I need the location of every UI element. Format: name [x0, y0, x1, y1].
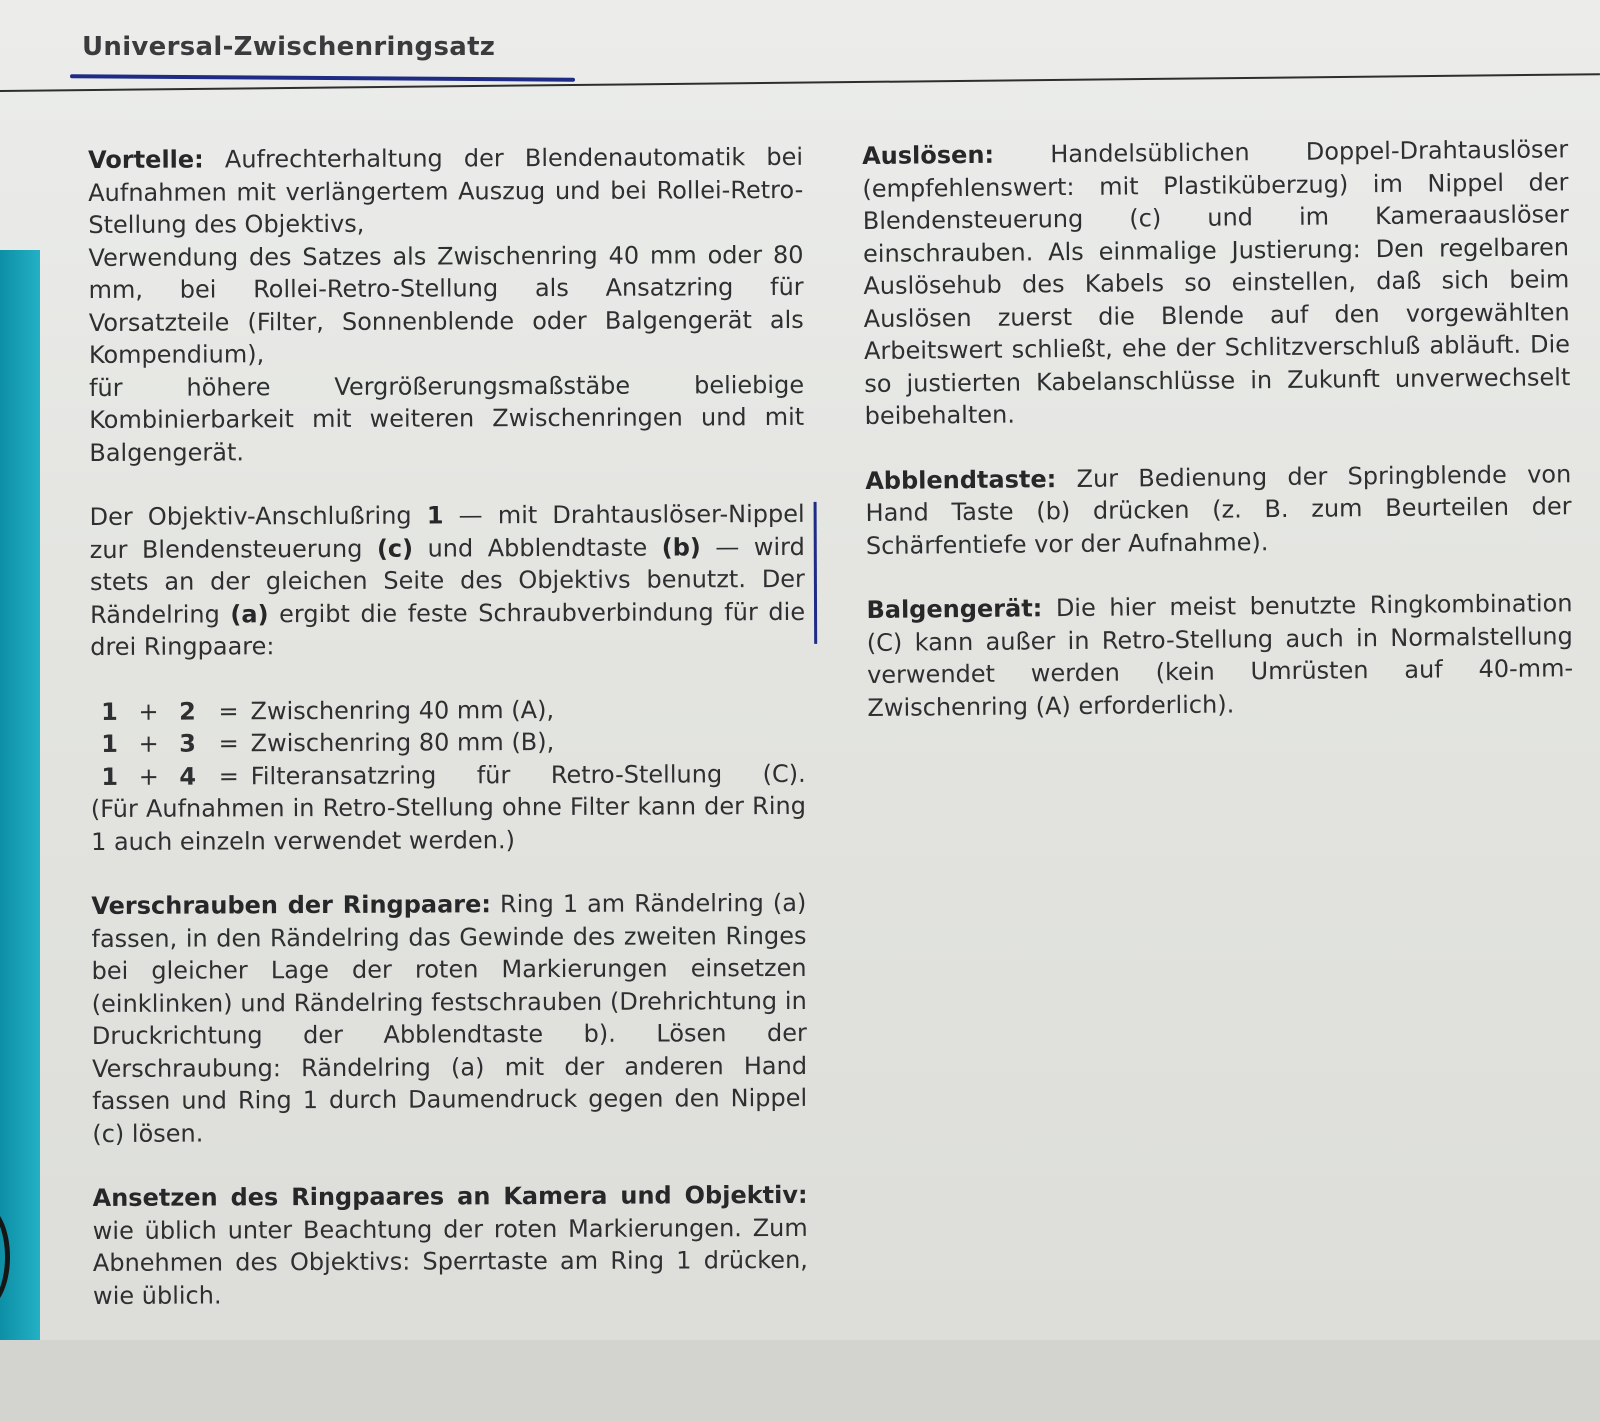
balgengeraet-text: Die hier meist benutzte Ringkombination (C) kann außer in Retro-Stellung auch in Normalstellung verwendet werden (kein Umrüsten auf 40-mm-Zwischenring (A) erforderlich).	[866, 589, 1574, 722]
anschluss-text-4: — wird stets an der gleichen Seite des Objektivs benutzt. Der Rändelring	[89, 532, 805, 629]
formula-result: Filteransatzring für Retro-Stellung (C).	[250, 759, 806, 790]
formula-eq: =	[218, 729, 239, 758]
formula-b: 2	[179, 697, 196, 726]
ref-b: (b)	[661, 532, 701, 562]
cyan-binder-tab	[0, 250, 40, 1360]
vorteile-text: Aufrechterhaltung der Blendenautomatik bei Aufnahmen mit verlängertem Auszug und bei Rollei-Retro-Stellung des Objektivs,	[88, 142, 804, 239]
balgengeraet-paragraph	[866, 587, 1573, 724]
formula-a: 1	[101, 729, 119, 758]
page-title: Universal-Zwischenringsatz	[82, 32, 496, 62]
formula-list	[90, 692, 806, 858]
abblendtaste-heading: Abblendtaste:	[865, 464, 1057, 495]
formula-b: 4	[179, 762, 197, 791]
formula-row	[91, 757, 806, 793]
formula-row	[90, 692, 805, 728]
ansetzen-text: wie üblich unter Beachtung der roten Markierungen. Zum Abnehmen des Objektivs: Sperrtaste am Ring 1 drücken, wie üblich.	[92, 1213, 808, 1310]
verschrauben-heading: Verschrauben der Ringpaare:	[91, 890, 492, 920]
title-underline	[70, 74, 575, 82]
abblendtaste-text: Zur Bedienung der Springblende von Hand Taste (b) drücken (z. B. zum Beurteilen der Schärfentiefe vor der Aufnahme).	[865, 459, 1572, 560]
ausloesen-text: Handelsüblichen Doppel-Drahtauslöser (empfehlenswert: mit Plastiküberzug) im Nippel der Blendensteuerung (c) und im Kameraauslöser einschrauben. Als einmalige Justierung: Den regelbaren Auslösehub des Kabels so einstellen, daß sich beim Auslösen zuerst die Blende auf den vorgewählten Arbeitswert schließt, ehe der Schlitzverschluß abläuft. Die so justierten Kabelanschlüsse in Zukunft unverwechselt beibehalten.	[862, 135, 1571, 430]
formula-op: +	[138, 729, 159, 758]
vorteile-line3: für höhere Vergrößerungsmaßstäbe beliebige Kombinierbarkeit mit weiteren Zwischenringen und mit Balgengerät.	[89, 370, 805, 467]
formula-op: +	[138, 762, 159, 791]
verschrauben-text: Ring 1 am Rändelring (a) fassen, in den Rändelring das Gewinde des zweiten Ringes bei gleicher Lage der roten Markierungen einsetzen (einklinken) und Rändelring festschrauben (Drehrichtung in Druckrichtung der Abblendtaste b). Lösen der Verschraubung: Rändelring (a) mit der anderen Hand fassen und Ring 1 durch Daumendruck gegen den Nippel (c) lösen.	[91, 888, 808, 1148]
margin-pen-mark	[814, 502, 818, 644]
formula-b: 3	[179, 729, 197, 758]
vorteile-line2: Verwendung des Satzes als Zwischenring 40 mm oder 80 mm, bei Rollei-Retro-Stellung als Ansatzring für Vorsatzteile (Filter, Sonnenblende oder Balgengerät als Kompendium),	[88, 240, 804, 369]
ausloesen-heading: Auslösen:	[862, 140, 995, 170]
right-column	[862, 133, 1574, 724]
anschluss-text-5: ergibt die feste Schraubverbindung für die drei Ringpaare:	[90, 597, 806, 661]
anschluss-text-1: Der Objektiv-Anschlußring	[89, 501, 427, 531]
anschlussring-paragraph	[90, 498, 806, 664]
vorteile-paragraph	[88, 141, 804, 469]
page-bottom-shadow	[0, 1340, 1600, 1421]
left-column	[88, 141, 808, 1312]
formula-eq: =	[218, 761, 239, 790]
formula-result: Zwischenring 40 mm (A),	[250, 695, 555, 725]
formula-eq: =	[218, 696, 239, 725]
balgengeraet-heading: Balgengerät:	[866, 594, 1043, 624]
anschluss-text-2: — mit Drahtauslöser-Nippel zur Blendensteuerung	[89, 499, 805, 564]
abblendtaste-paragraph	[865, 458, 1572, 562]
formula-note: (Für Aufnahmen in Retro-Stellung ohne Filter kann der Ring 1 auch einzeln verwendet werden.)	[90, 791, 806, 856]
ansetzen-paragraph	[93, 1179, 809, 1312]
formula-a: 1	[101, 762, 119, 791]
ref-a: (a)	[230, 599, 269, 628]
ausloesen-paragraph	[862, 133, 1571, 432]
verschrauben-paragraph	[91, 887, 807, 1150]
ref-c: (c)	[376, 534, 414, 563]
formula-result: Zwischenring 80 mm (B),	[250, 727, 555, 758]
anschluss-text-3: und Abblendtaste	[413, 533, 662, 563]
formula-op: +	[138, 697, 159, 726]
formula-row	[91, 725, 806, 761]
formula-a: 1	[101, 697, 118, 726]
vorteile-heading: Vortelle:	[88, 145, 204, 174]
ansetzen-heading: Ansetzen des Ringpaares an Kamera und Objektiv:	[92, 1180, 808, 1212]
ring-1-ref: 1	[426, 501, 444, 530]
